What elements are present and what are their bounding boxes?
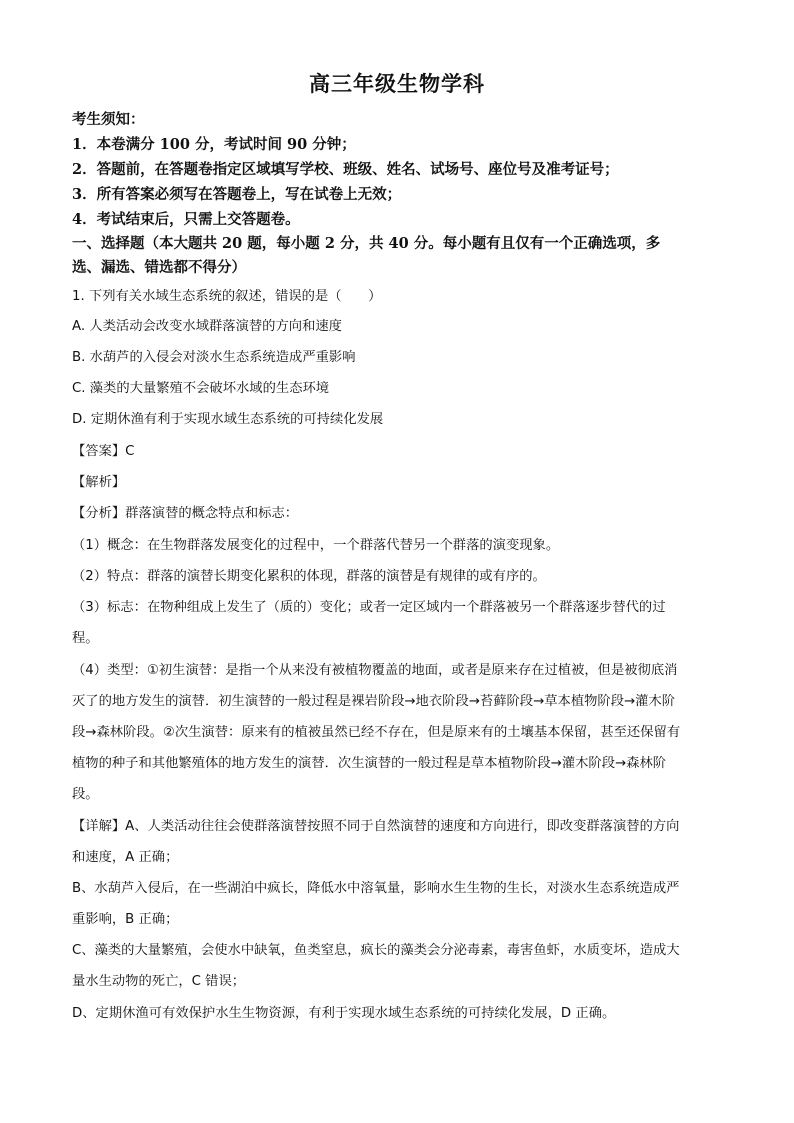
analysis-line: （1）概念：在生物群落发展变化的过程中，一个群落代替另一个群落的演变现象。 [72, 538, 560, 553]
option-d: D. 定期休渔有利于实现水域生态系统的可持续化发展 [72, 412, 384, 427]
detail-line: B、水葫芦入侵后，在一些湖泊中疯长，降低水中溶氧量，影响水生生物的生长，对淡水生态系统造成严 [72, 881, 680, 896]
option-a: A. 人类活动会改变水域群落演替的方向和速度 [72, 319, 342, 334]
analysis-line: （2）特点：群落的演替长期变化累积的体现，群落的演替是有规律的或有序的。 [72, 569, 546, 584]
detail-line: D、定期休渔可有效保护水生生物资源，有利于实现水域生态系统的可持续化发展，D 正确。 [72, 1006, 616, 1021]
analysis-heading: 【解析】 [72, 475, 126, 490]
section-heading-cont: 选、漏选、错选都不得分） [72, 259, 246, 276]
analysis-line: 灭了的地方发生的演替．初生演替的一般过程是裸岩阶段→地衣阶段→苔藓阶段→草本植物阶段→灌木阶 [72, 694, 676, 709]
analysis-line: 【分析】群落演替的概念特点和标志： [72, 506, 299, 521]
analysis-line: （3）标志：在物种组成上发生了（质的）变化；或者一定区域内一个群落被另一个群落逐步替代的过 [72, 600, 666, 615]
analysis-line: 植物的种子和其他繁殖体的地方发生的演替．次生演替的一般过程是草本植物阶段→灌木阶段→森林阶 [72, 756, 667, 771]
analysis-line: 程。 [72, 631, 99, 646]
notice-item: 3．所有答案必须写在答题卷上，写在试卷上无效； [72, 186, 402, 203]
section-heading: 一、选择题（本大题共 20 题，每小题 2 分，共 40 分。每小题有且仅有一个正确选项，多 [72, 235, 661, 252]
notice-item: 4．考试结束后，只需上交答题卷。 [72, 211, 300, 228]
option-c: C. 藻类的大量繁殖不会破坏水域的生态环境 [72, 381, 330, 396]
detail-line: 【详解】A、人类活动往往会使群落演替按照不同于自然演替的速度和方向进行，即改变群落演替的方向 [72, 819, 680, 834]
answer-line: 【答案】C [72, 444, 135, 459]
notice-heading: 考生须知： [72, 111, 145, 128]
analysis-line: （4）类型：①初生演替：是指一个从来没有被植物覆盖的地面，或者是原来存在过植被，但是被彻底消 [72, 663, 678, 678]
detail-line: 量水生动物的死亡，C 错误； [72, 974, 246, 989]
detail-line: 重影响，B 正确； [72, 912, 179, 927]
page-title: 高三年级生物学科 [309, 71, 485, 96]
analysis-line: 段。 [72, 787, 99, 802]
notice-item: 1．本卷满分 100 分，考试时间 90 分钟； [72, 136, 356, 153]
detail-line: C、藻类的大量繁殖，会使水中缺氧，鱼类窒息，疯长的藻类会分泌毒素，毒害鱼虾，水质变坏，造成大 [72, 943, 680, 958]
option-b: B. 水葫芦的入侵会对淡水生态系统造成严重影响 [72, 350, 356, 365]
detail-line: 和速度，A 正确； [72, 850, 179, 865]
analysis-line: 段→森林阶段。②次生演替：原来有的植被虽然已经不存在，但是原来有的土壤基本保留，甚至还保留有 [72, 725, 681, 740]
notice-item: 2．答题前，在答题卷指定区域填写学校、班级、姓名、试场号、座位号及准考证号； [72, 161, 619, 178]
question-stem: 1. 下列有关水域生态系统的叙述，错误的是（ ） [72, 289, 382, 304]
